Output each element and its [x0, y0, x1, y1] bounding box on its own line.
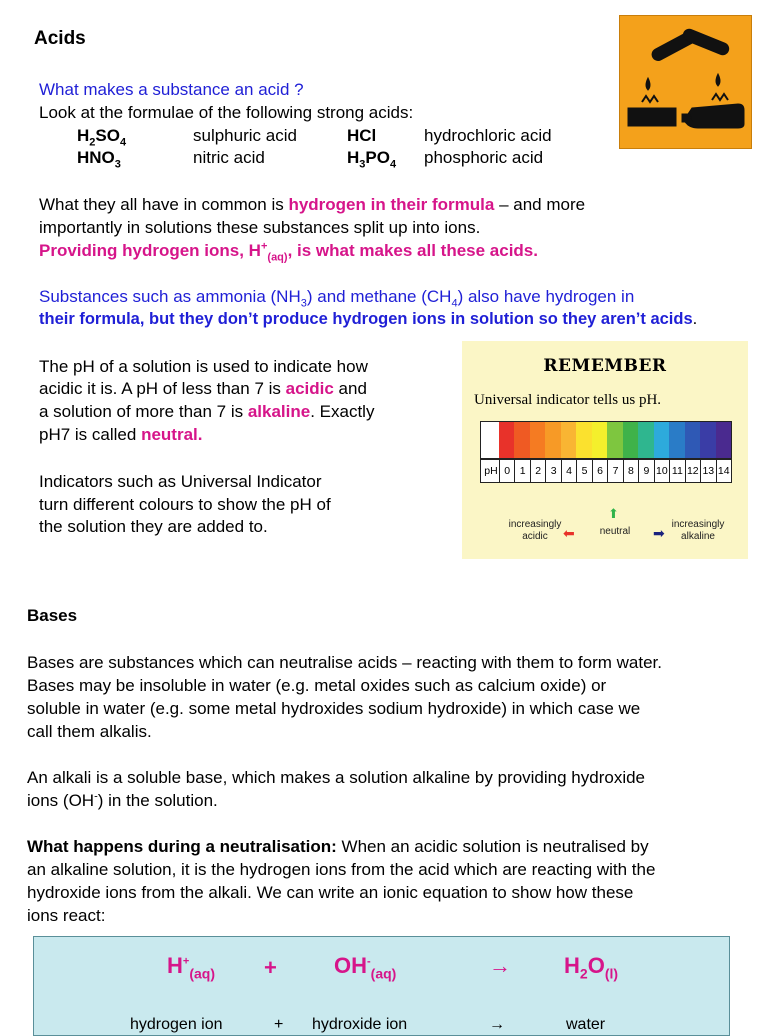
right-arrow-icon: ➡	[653, 525, 665, 541]
remember-box	[462, 341, 748, 559]
bases-p1-line1: Bases are substances which can neutralise acids – reacting with them to form water.	[27, 653, 662, 672]
eq-arrow: →	[489, 953, 511, 978]
bases-p3-line1: What happens during a neutralisation: When an acidic solution is neutralised by	[27, 837, 649, 856]
ph-colour-cell	[576, 422, 592, 458]
ph-colour-cell	[623, 422, 639, 458]
ph-line2: acidic it is. A pH of less than 7 is acidic and	[39, 379, 367, 398]
ionic-equation-box	[33, 936, 730, 1036]
ph-colour-scale	[480, 421, 732, 459]
ph-value: 11	[669, 460, 684, 482]
ph-colour-cell	[561, 422, 577, 458]
acid-intro: Look at the formulae of the following strong acids:	[39, 103, 414, 122]
neutral-label: neutral	[599, 526, 631, 537]
acids-heading: Acids	[34, 28, 86, 49]
ph-value: 2	[530, 460, 545, 482]
ph-number-row	[480, 459, 732, 483]
eq-water: $H_2O_{(l)}$	[564, 953, 619, 982]
formula-h2so4: $H_2SO_4$	[77, 126, 127, 149]
eq-hydroxide-ion: $OH^-_{(aq)}$	[334, 953, 397, 982]
eq-hydrogen-ion: $H^+_{(aq)}$	[167, 953, 215, 982]
ph-colour-cell	[685, 422, 701, 458]
name-phosphoric: phosphoric acid	[424, 148, 544, 167]
increasingly-acidic-label: increasingly acidic	[508, 519, 562, 542]
bases-p1-line2: Bases may be insoluble in water (e.g. metal oxides such as calcium oxide) or	[27, 676, 607, 695]
ph-value: 5	[576, 460, 591, 482]
ph-line4: pH7 is called neutral.	[39, 425, 203, 444]
eq-plus: +	[264, 955, 277, 980]
bases-p2-line1: An alkali is a soluble base, which makes a solution alkaline by providing hydroxide	[27, 768, 646, 787]
providing-line: Providing hydrogen ions, $H^+_{(aq)}$, is what makes all these acids.	[39, 240, 538, 264]
formula-hcl: HCl	[347, 126, 377, 145]
eq-name-water: water	[566, 1016, 606, 1033]
ph-colour-cell	[530, 422, 546, 458]
ph-line3: a solution of more than 7 is alkaline. Exactly	[39, 402, 375, 421]
ph-value: 1	[514, 460, 529, 482]
indicator-line1: Indicators such as Universal Indicator	[39, 472, 322, 491]
bases-p3-line2: an alkaline solution, it is the hydrogen ions from the acid which are reacting with the	[27, 860, 656, 879]
bases-p3-line4: ions react:	[27, 906, 106, 925]
increasingly-alkaline-label: increasingly alkaline	[671, 519, 725, 542]
ph-value: 13	[700, 460, 715, 482]
ph-colour-cell	[716, 422, 732, 458]
ph-value: 12	[685, 460, 700, 482]
formula-h3po4: $H_3PO_4$	[347, 148, 397, 171]
ph-value: 6	[592, 460, 607, 482]
ph-colour-cell	[499, 422, 515, 458]
substances-line1: Substances such as ammonia $(NH_3)$ and methane $(CH_4)$ also have hydrogen in	[39, 287, 635, 310]
ph-colour-cell	[607, 422, 623, 458]
bases-p3-line3: hydroxide ions from the alkali. We can write an ionic equation to show how these	[27, 883, 634, 902]
bases-p2-line2: ions (OH-) in the solution.	[27, 790, 218, 810]
ph-colour-cell	[700, 422, 716, 458]
name-sulphuric: sulphuric acid	[193, 126, 297, 145]
formula-hno3: $HNO_3$	[77, 148, 121, 171]
common-line1: What they all have in common is hydrogen in their formula – and more	[39, 195, 586, 214]
ph-value: 10	[654, 460, 669, 482]
name-nitric: nitric acid	[193, 148, 265, 167]
eq-name-hydroxide-ion: hydroxide ion	[312, 1016, 408, 1033]
left-arrow-icon: ⬅	[563, 525, 575, 541]
ph-colour-cell	[545, 422, 561, 458]
up-arrow-icon: ⬆	[608, 506, 619, 521]
corrosive-hazard-icon	[619, 15, 752, 149]
eq-name-arrow: →	[489, 1016, 505, 1033]
common-line2: importantly in solutions these substances split up into ions.	[39, 218, 481, 237]
acid-question: What makes a substance an acid ?	[39, 80, 304, 99]
remember-subtitle: Universal indicator tells us pH.	[474, 392, 662, 408]
ph-value: 0	[499, 460, 514, 482]
ph-colour-cell	[514, 422, 530, 458]
ph-value: 3	[545, 460, 560, 482]
ph-colour-cell	[638, 422, 654, 458]
eq-name-plus: +	[274, 1016, 284, 1033]
substances-line2: their formula, but they don’t produce hydrogen ions in solution so they aren’t acids.	[39, 310, 698, 328]
indicator-line2: turn different colours to show the pH of	[39, 495, 331, 514]
ph-value: 14	[716, 460, 731, 482]
ph-value: 9	[638, 460, 653, 482]
ph-colour-cell	[654, 422, 670, 458]
ph-row-label: pH	[484, 465, 498, 477]
ph-value: 7	[607, 460, 622, 482]
remember-title: REMEMBER	[543, 356, 667, 376]
bases-heading: Bases	[27, 606, 78, 625]
ph-value: 4	[561, 460, 576, 482]
bases-p1-line3: soluble in water (e.g. some metal hydroxides sodium hydroxide) in which case we	[27, 699, 641, 718]
bases-p1-line4: call them alkalis.	[27, 722, 152, 741]
indicator-line3: the solution they are added to.	[39, 517, 268, 536]
eq-name-hydrogen-ion: hydrogen ion	[130, 1016, 223, 1033]
name-hydrochloric: hydrochloric acid	[424, 126, 552, 145]
ph-value: 8	[623, 460, 638, 482]
ph-colour-cell	[592, 422, 608, 458]
ph-line1: The pH of a solution is used to indicate how	[39, 357, 368, 376]
ph-colour-cell	[669, 422, 685, 458]
